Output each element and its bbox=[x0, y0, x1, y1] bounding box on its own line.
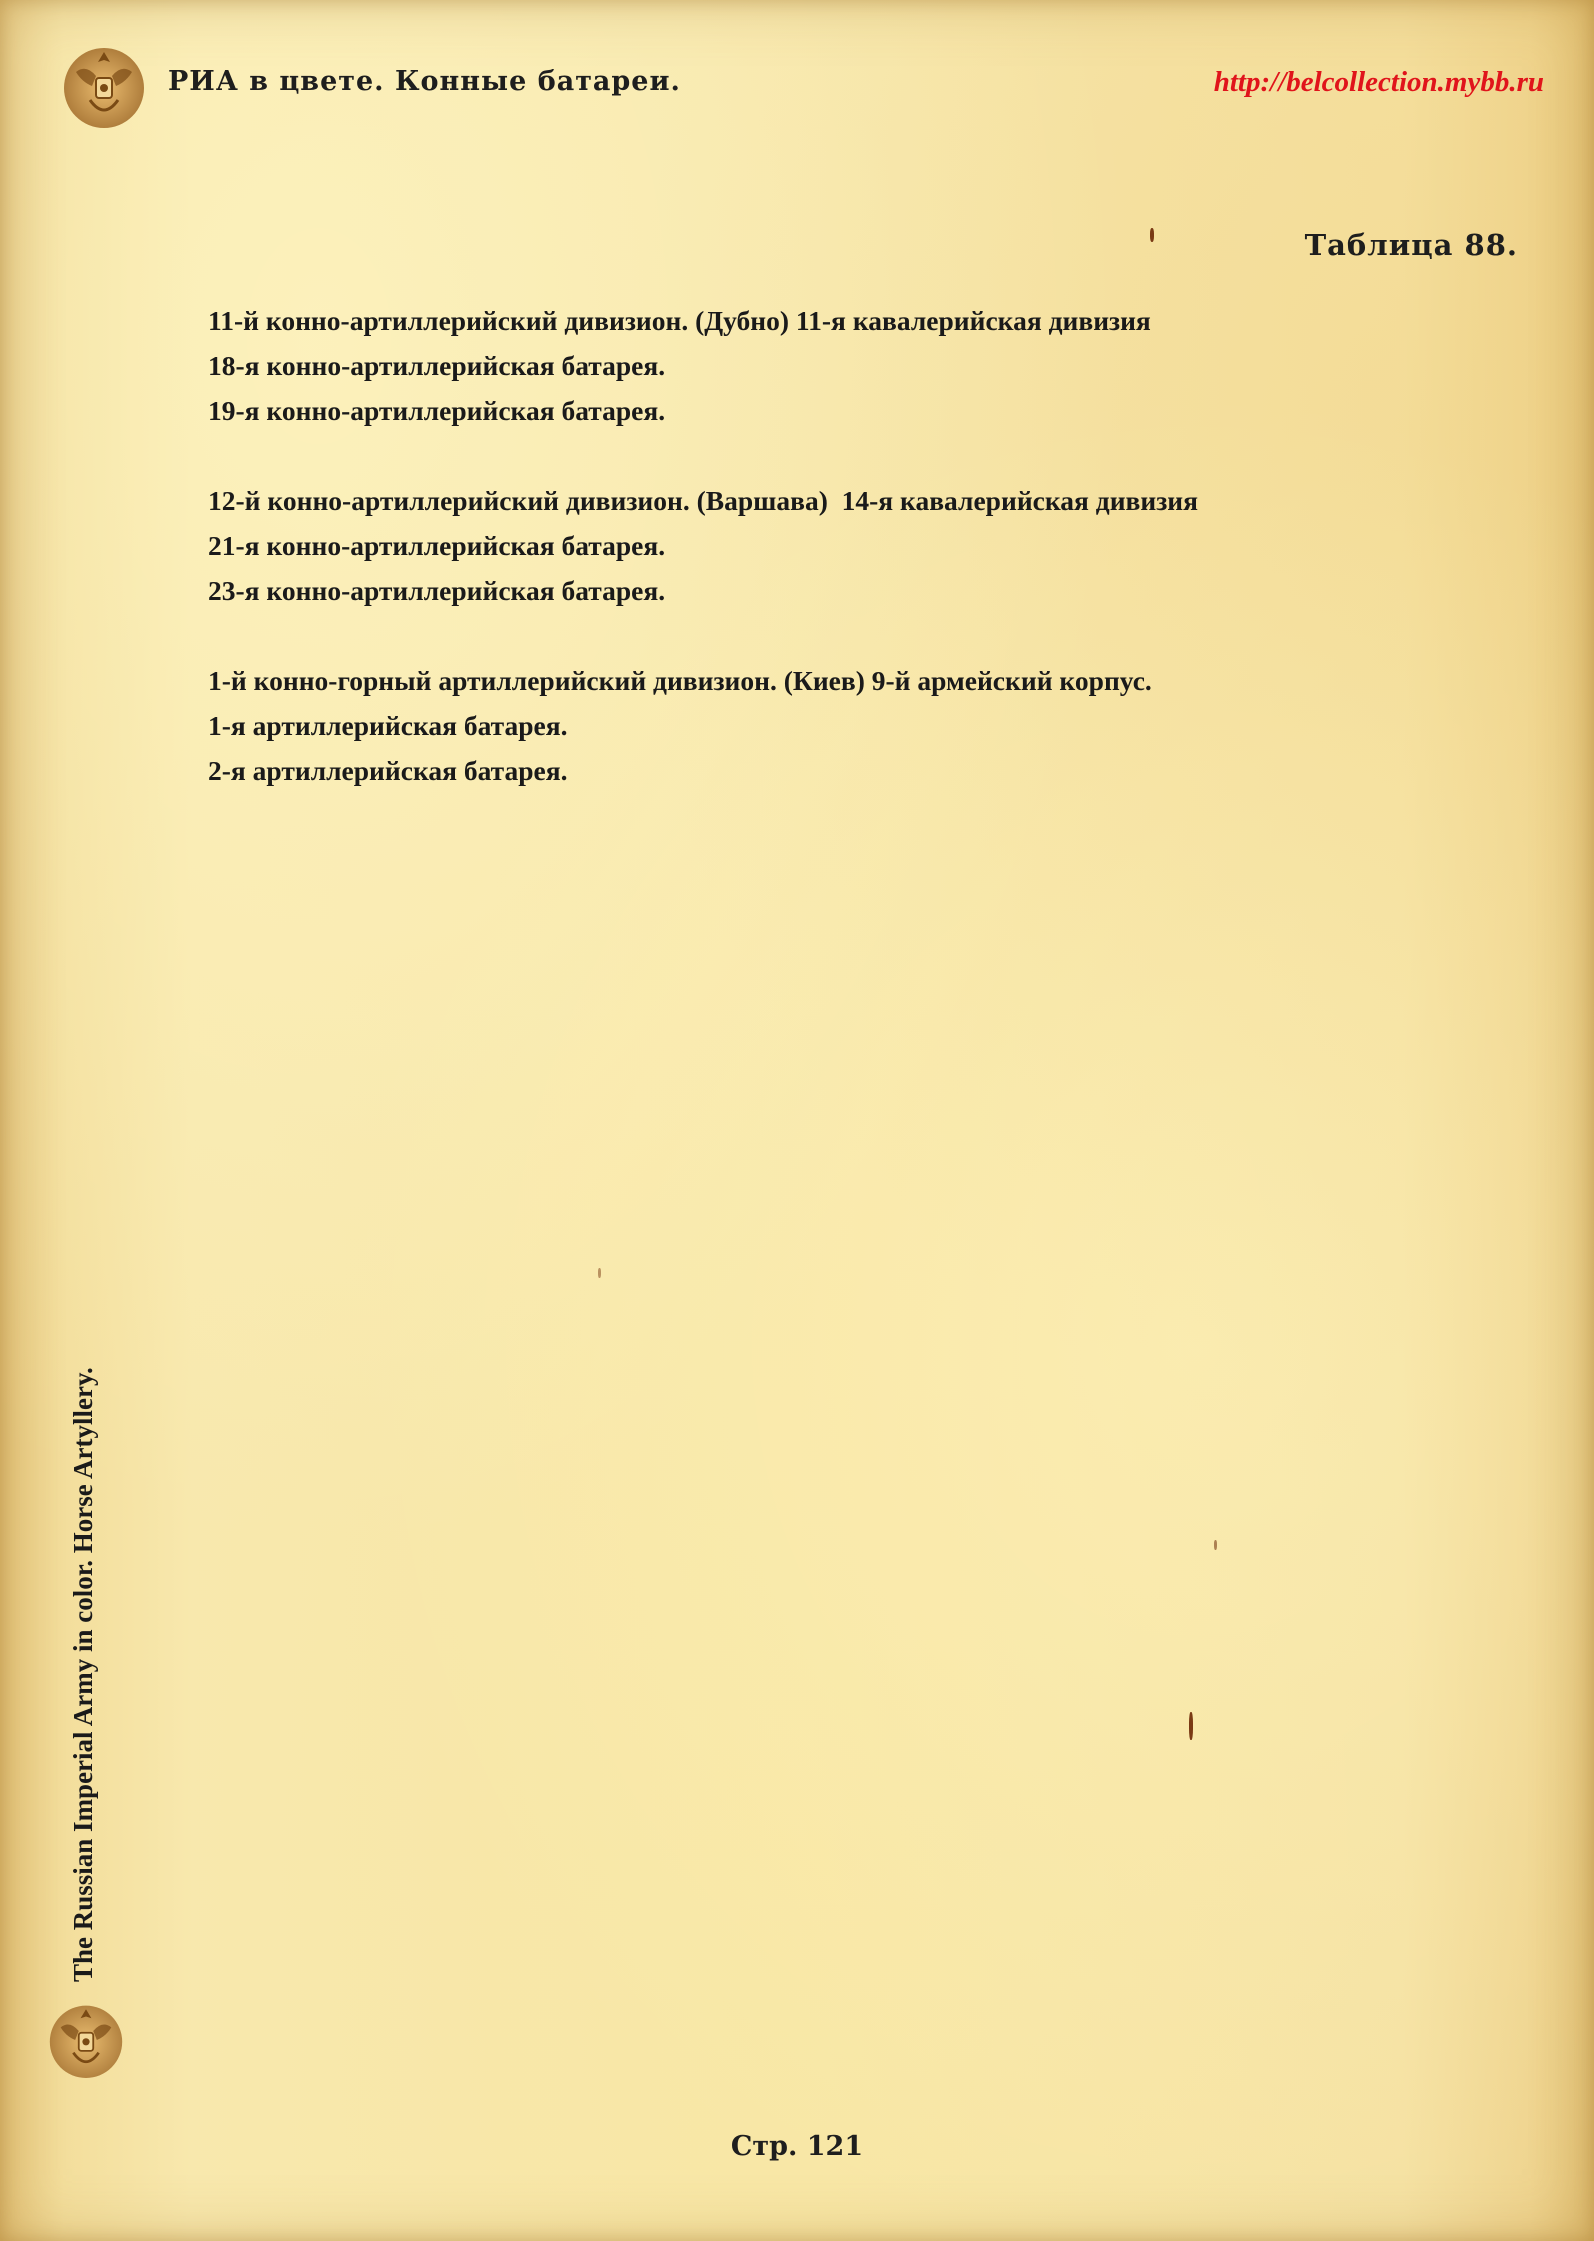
paper-speck bbox=[1150, 228, 1154, 242]
battery-line: 19-я конно-артиллерийская батарея. bbox=[208, 395, 666, 426]
paper-speck bbox=[598, 1268, 601, 1278]
battery-line: 23-я конно-артиллерийская батарея. bbox=[208, 575, 666, 606]
division-heading: 12-й конно-артиллерийский дивизион. (Варшава) 14-я кавалерийская дивизия bbox=[208, 485, 1199, 516]
table-title: Таблица 88. bbox=[1304, 228, 1518, 262]
page-number: Стр. 121 bbox=[730, 2131, 864, 2162]
double-headed-eagle-icon bbox=[62, 42, 146, 130]
double-headed-eagle-icon bbox=[48, 2000, 124, 2080]
header-link[interactable]: http://belcollection.mybb.ru bbox=[1213, 66, 1544, 98]
content bbox=[208, 298, 1458, 838]
battery-line: 2-я артиллерийская батарея. bbox=[208, 755, 568, 786]
division-group bbox=[208, 298, 1458, 433]
battery-line: 21-я конно-артиллерийская батарея. bbox=[208, 530, 666, 561]
battery-line: 18-я конно-артиллерийская батарея. bbox=[208, 350, 666, 381]
division-group bbox=[208, 658, 1458, 793]
division-heading: 1-й конно-горный артиллерийский дивизион. (Киев) 9-й армейский корпус. bbox=[208, 665, 1152, 696]
paper-speck bbox=[1189, 1712, 1193, 1740]
division-group bbox=[208, 478, 1458, 613]
battery-line: 1-я артиллерийская батарея. bbox=[208, 710, 568, 741]
division-heading: 11-й конно-артиллерийский дивизион. (Дубно) 11-я кавалерийская дивизия bbox=[208, 305, 1151, 336]
side-caption: The Russian Imperial Army in color. Horse Artyllery. bbox=[68, 1367, 98, 1982]
paper-speck bbox=[1214, 1540, 1217, 1550]
header-title: РИА в цвете. Конные батареи. bbox=[168, 66, 681, 97]
